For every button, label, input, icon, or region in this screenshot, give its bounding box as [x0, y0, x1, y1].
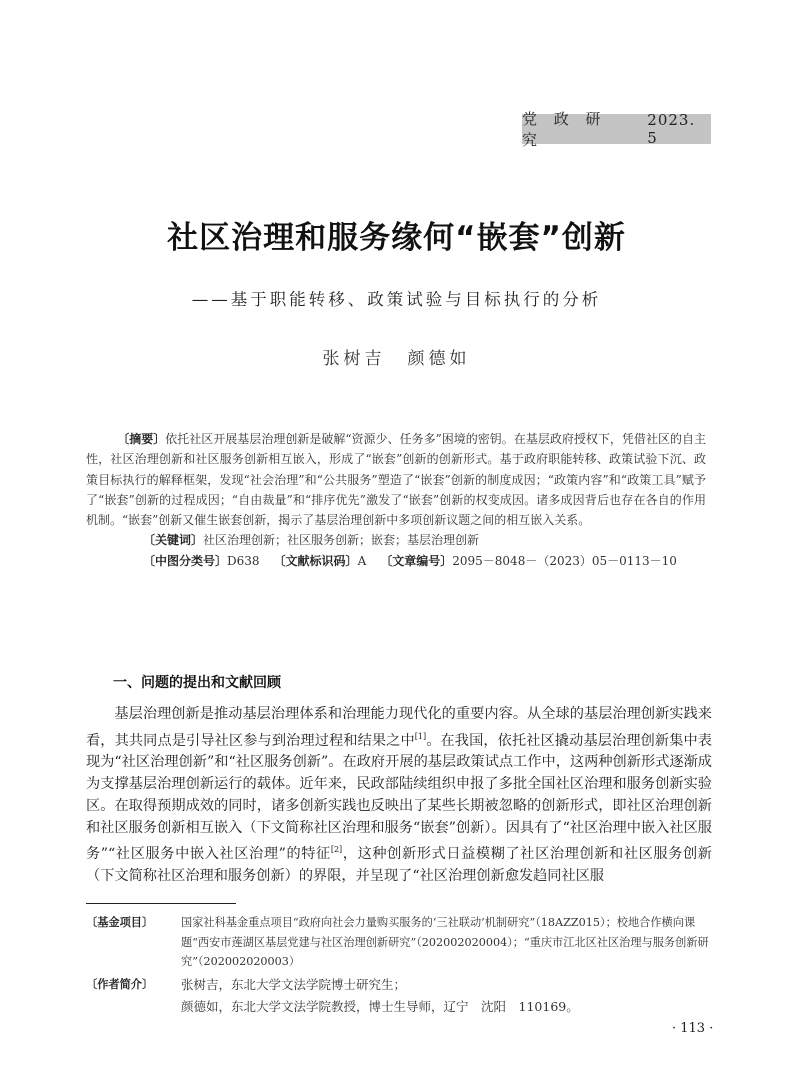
fund-note [86, 913, 716, 972]
fund-label: 〔基金项目〕 [86, 916, 154, 929]
body-text [86, 704, 712, 888]
journal-name: 党 政 研 究 [522, 110, 607, 149]
author-note [86, 974, 716, 1018]
journal-header-bar [522, 110, 711, 149]
author-name: 张树吉 [322, 349, 386, 369]
keywords [86, 530, 706, 550]
doc-code-label: 〔文献标识码〕 [273, 553, 358, 568]
clc-value: D638 [227, 553, 260, 568]
doc-code-value: A [357, 553, 367, 568]
article-subtitle: ——基于职能转移、政策试验与目标执行的分析 [191, 290, 602, 309]
classification-line [86, 551, 706, 571]
abstract-text: 依托社区开展基层治理创新是破解“资源少、任务多”困境的密钥。在基层政府授权下，凭借社区的自主性，社区治理创新和社区服务创新相互嵌入，形成了“嵌套”创新的创新形式。基于政府职能转移、政策试验下沉、政策目标执行的解释框架，发现“社会治理”和“公共服务”塑造了“嵌套”创新的制度成因；“政策内容”和“政策工具”赋予了“嵌套”创新的过程成因；“自由裁量”和“排序优先”激发了“嵌套”创新的权变成因。诸多成因背后也存在各自的作用机制。“嵌套”创新又催生嵌套创新，揭示了基层治理创新中多项创新议题之间的相互嵌入关系。 [86, 432, 706, 528]
abstract-label: 〔摘要〕 [117, 432, 166, 446]
citation-ref: [1] [414, 731, 427, 741]
body-text-run: 基层治理创新是推动基层治理体系和治理能力现代化的重要内容。从全球的基层治理创新实践来看，其共同点是引导社区参与到治理过程和结果之中 [86, 706, 712, 749]
article-no-label: 〔文章编号〕 [380, 553, 453, 568]
author-info-label: 〔作者简介〕 [86, 977, 154, 991]
footnotes [86, 913, 716, 1018]
section-heading: 一、问题的提出和文献回顾 [113, 675, 281, 691]
keywords-label: 〔关键词〕 [143, 533, 204, 548]
article-title: 社区治理和服务缘何“嵌套”创新 [167, 220, 626, 256]
footnote-divider [86, 903, 236, 904]
article-no-value: 2095－8048－（2023）05－0113－10 [452, 553, 677, 568]
author-info-line: 颜德如，东北大学文法学院教授，博士生导师，辽宁 沈阳 110169。 [181, 998, 579, 1014]
body-paragraph [86, 704, 712, 888]
clc-label: 〔中图分类号〕 [143, 553, 228, 568]
keywords-text: 社区治理创新；社区服务创新；嵌套；基层治理创新 [203, 533, 480, 548]
page-number: · 113 · [672, 1021, 714, 1036]
author-list [0, 344, 793, 369]
author-name: 颜德如 [407, 349, 471, 369]
citation-ref: [2] [330, 845, 343, 855]
fund-text: 国家社科基金重点项目“政府向社会力量购买服务的‘三社联动’机制研究”（18AZZ015）；校地合作横向课题“西安市莲湖区基层党建与社区治理创新研究”（202002020004）；“重庆市江北区社区治理与服务创新研究”（202002020003） [181, 916, 709, 968]
journal-issue: 2023. 5 [647, 111, 696, 147]
abstract-block [86, 429, 706, 571]
body-text-run: 。在我国，依托社区撬动基层治理创新集中表现为“社区治理创新”和“社区服务创新”。在政府开展的基层政策试点工作中，这两种创新形式逐渐成为支撑基层治理创新运行的载体。近年来，民政部陆续组织申报了多批全国社区治理和服务创新实验区。在取得预期成效的同时，诸多创新实践也反映出了某些长期被忽略的创新形式，即社区治理创新和社区服务创新相互嵌入（下文简称社区治理和服务“嵌套”创新）。因具有了“社区治理中嵌入社区服务”“社区服务中嵌入社区治理”的特征 [86, 732, 712, 863]
author-info-line: 张树吉，东北大学文法学院博士研究生； [181, 976, 407, 992]
abstract [86, 429, 706, 530]
body-text-run: ，这种创新形式日益模糊了社区治理创新和社区服务创新（下文简称社区治理和服务创新）的界限，并呈现了“社区治理创新愈发趋同社区服 [86, 846, 712, 884]
